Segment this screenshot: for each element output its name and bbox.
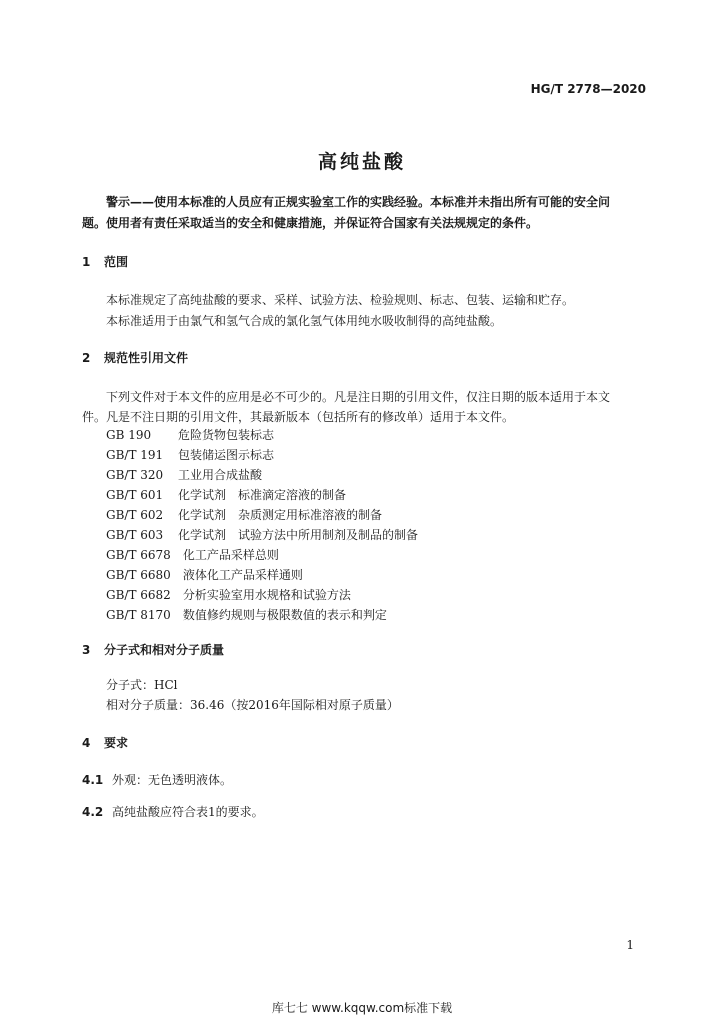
section-title: 规范性引用文件 bbox=[104, 351, 189, 365]
reference-code: GB/T 191 bbox=[106, 448, 164, 462]
reference-item bbox=[106, 566, 303, 583]
reference-code: GB/T 320 bbox=[106, 468, 164, 482]
clause-number: 4.2 bbox=[82, 805, 104, 819]
reference-title: 液体化工产品采样通则 bbox=[182, 568, 303, 582]
standard-number: HG/T 2778—2020 bbox=[530, 82, 646, 96]
normative-intro-line-2: 件。凡是不注日期的引用文件，其最新版本（包括所有的修改单）适用于本文件。 bbox=[82, 410, 515, 424]
reference-item bbox=[106, 426, 274, 443]
section-heading-requirements bbox=[82, 734, 128, 751]
reference-code: GB/T 6678 bbox=[106, 548, 171, 562]
reference-title: 化工产品采样总则 bbox=[182, 548, 279, 562]
section-number: 3 bbox=[82, 643, 91, 657]
clause-4-1 bbox=[82, 771, 232, 788]
section-heading-formula bbox=[82, 641, 224, 658]
section-number: 2 bbox=[82, 351, 91, 365]
reference-item bbox=[106, 446, 274, 463]
reference-code: GB/T 603 bbox=[106, 528, 164, 542]
reference-code: GB 190 bbox=[106, 428, 152, 442]
reference-title: 工业用合成盐酸 bbox=[178, 468, 263, 482]
reference-item bbox=[106, 586, 351, 603]
footer-watermark: 库七七 www.kqqw.com标准下载 bbox=[271, 1001, 453, 1015]
reference-title: 数值修约规则与极限数值的表示和判定 bbox=[182, 608, 387, 622]
reference-code: GB/T 601 bbox=[106, 488, 164, 502]
scope-paragraph-1: 本标准规定了高纯盐酸的要求、采样、试验方法、检验规则、标志、包装、运输和贮存。 bbox=[106, 293, 575, 307]
reference-item bbox=[106, 526, 418, 543]
clause-text: 外观：无色透明液体。 bbox=[112, 773, 233, 787]
reference-title: 包装储运图示标志 bbox=[178, 448, 275, 462]
section-title: 要求 bbox=[104, 736, 129, 750]
clause-text: 高纯盐酸应符合表1的要求。 bbox=[112, 805, 264, 819]
section-heading-scope bbox=[82, 253, 128, 270]
reference-item bbox=[106, 506, 382, 523]
normative-intro-line-1: 下列文件对于本文件的应用是必不可少的。凡是注日期的引用文件，仅注日期的版本适用于本文 bbox=[106, 390, 611, 404]
reference-item bbox=[106, 466, 262, 483]
reference-title: 分析实验室用水规格和试验方法 bbox=[182, 588, 351, 602]
clause-4-2 bbox=[82, 803, 264, 820]
page-number: 1 bbox=[626, 938, 634, 952]
molecular-mass: 相对分子质量：36.46（按2016年国际相对原子质量） bbox=[106, 698, 399, 712]
reference-code: GB/T 8170 bbox=[106, 608, 171, 622]
scope-paragraph-2: 本标准适用于由氯气和氢气合成的氯化氢气体用纯水吸收制得的高纯盐酸。 bbox=[106, 314, 503, 328]
section-number: 4 bbox=[82, 736, 91, 750]
warning-line-2: 题。使用者有责任采取适当的安全和健康措施，并保证符合国家有关法规规定的条件。 bbox=[82, 216, 539, 230]
reference-title: 危险货物包装标志 bbox=[178, 428, 275, 442]
section-heading-normative bbox=[82, 349, 188, 366]
warning-line-1: 警示——使用本标准的人员应有正规实验室工作的实践经验。本标准并未指出所有可能的安全问 bbox=[106, 195, 611, 209]
section-title: 范围 bbox=[104, 255, 129, 269]
molecular-formula: 分子式：HCl bbox=[106, 678, 178, 692]
reference-title: 化学试剂 杂质测定用标准溶液的制备 bbox=[178, 508, 383, 522]
reference-code: GB/T 6680 bbox=[106, 568, 171, 582]
reference-title: 化学试剂 标准滴定溶液的制备 bbox=[178, 488, 347, 502]
section-number: 1 bbox=[82, 255, 91, 269]
reference-item bbox=[106, 546, 279, 563]
section-title: 分子式和相对分子质量 bbox=[104, 643, 225, 657]
clause-number: 4.1 bbox=[82, 773, 104, 787]
reference-code: GB/T 602 bbox=[106, 508, 164, 522]
document-title: 高纯盐酸 bbox=[317, 151, 406, 173]
reference-title: 化学试剂 试验方法中所用制剂及制品的制备 bbox=[178, 528, 419, 542]
reference-item bbox=[106, 486, 346, 503]
reference-code: GB/T 6682 bbox=[106, 588, 171, 602]
reference-item bbox=[106, 606, 387, 623]
